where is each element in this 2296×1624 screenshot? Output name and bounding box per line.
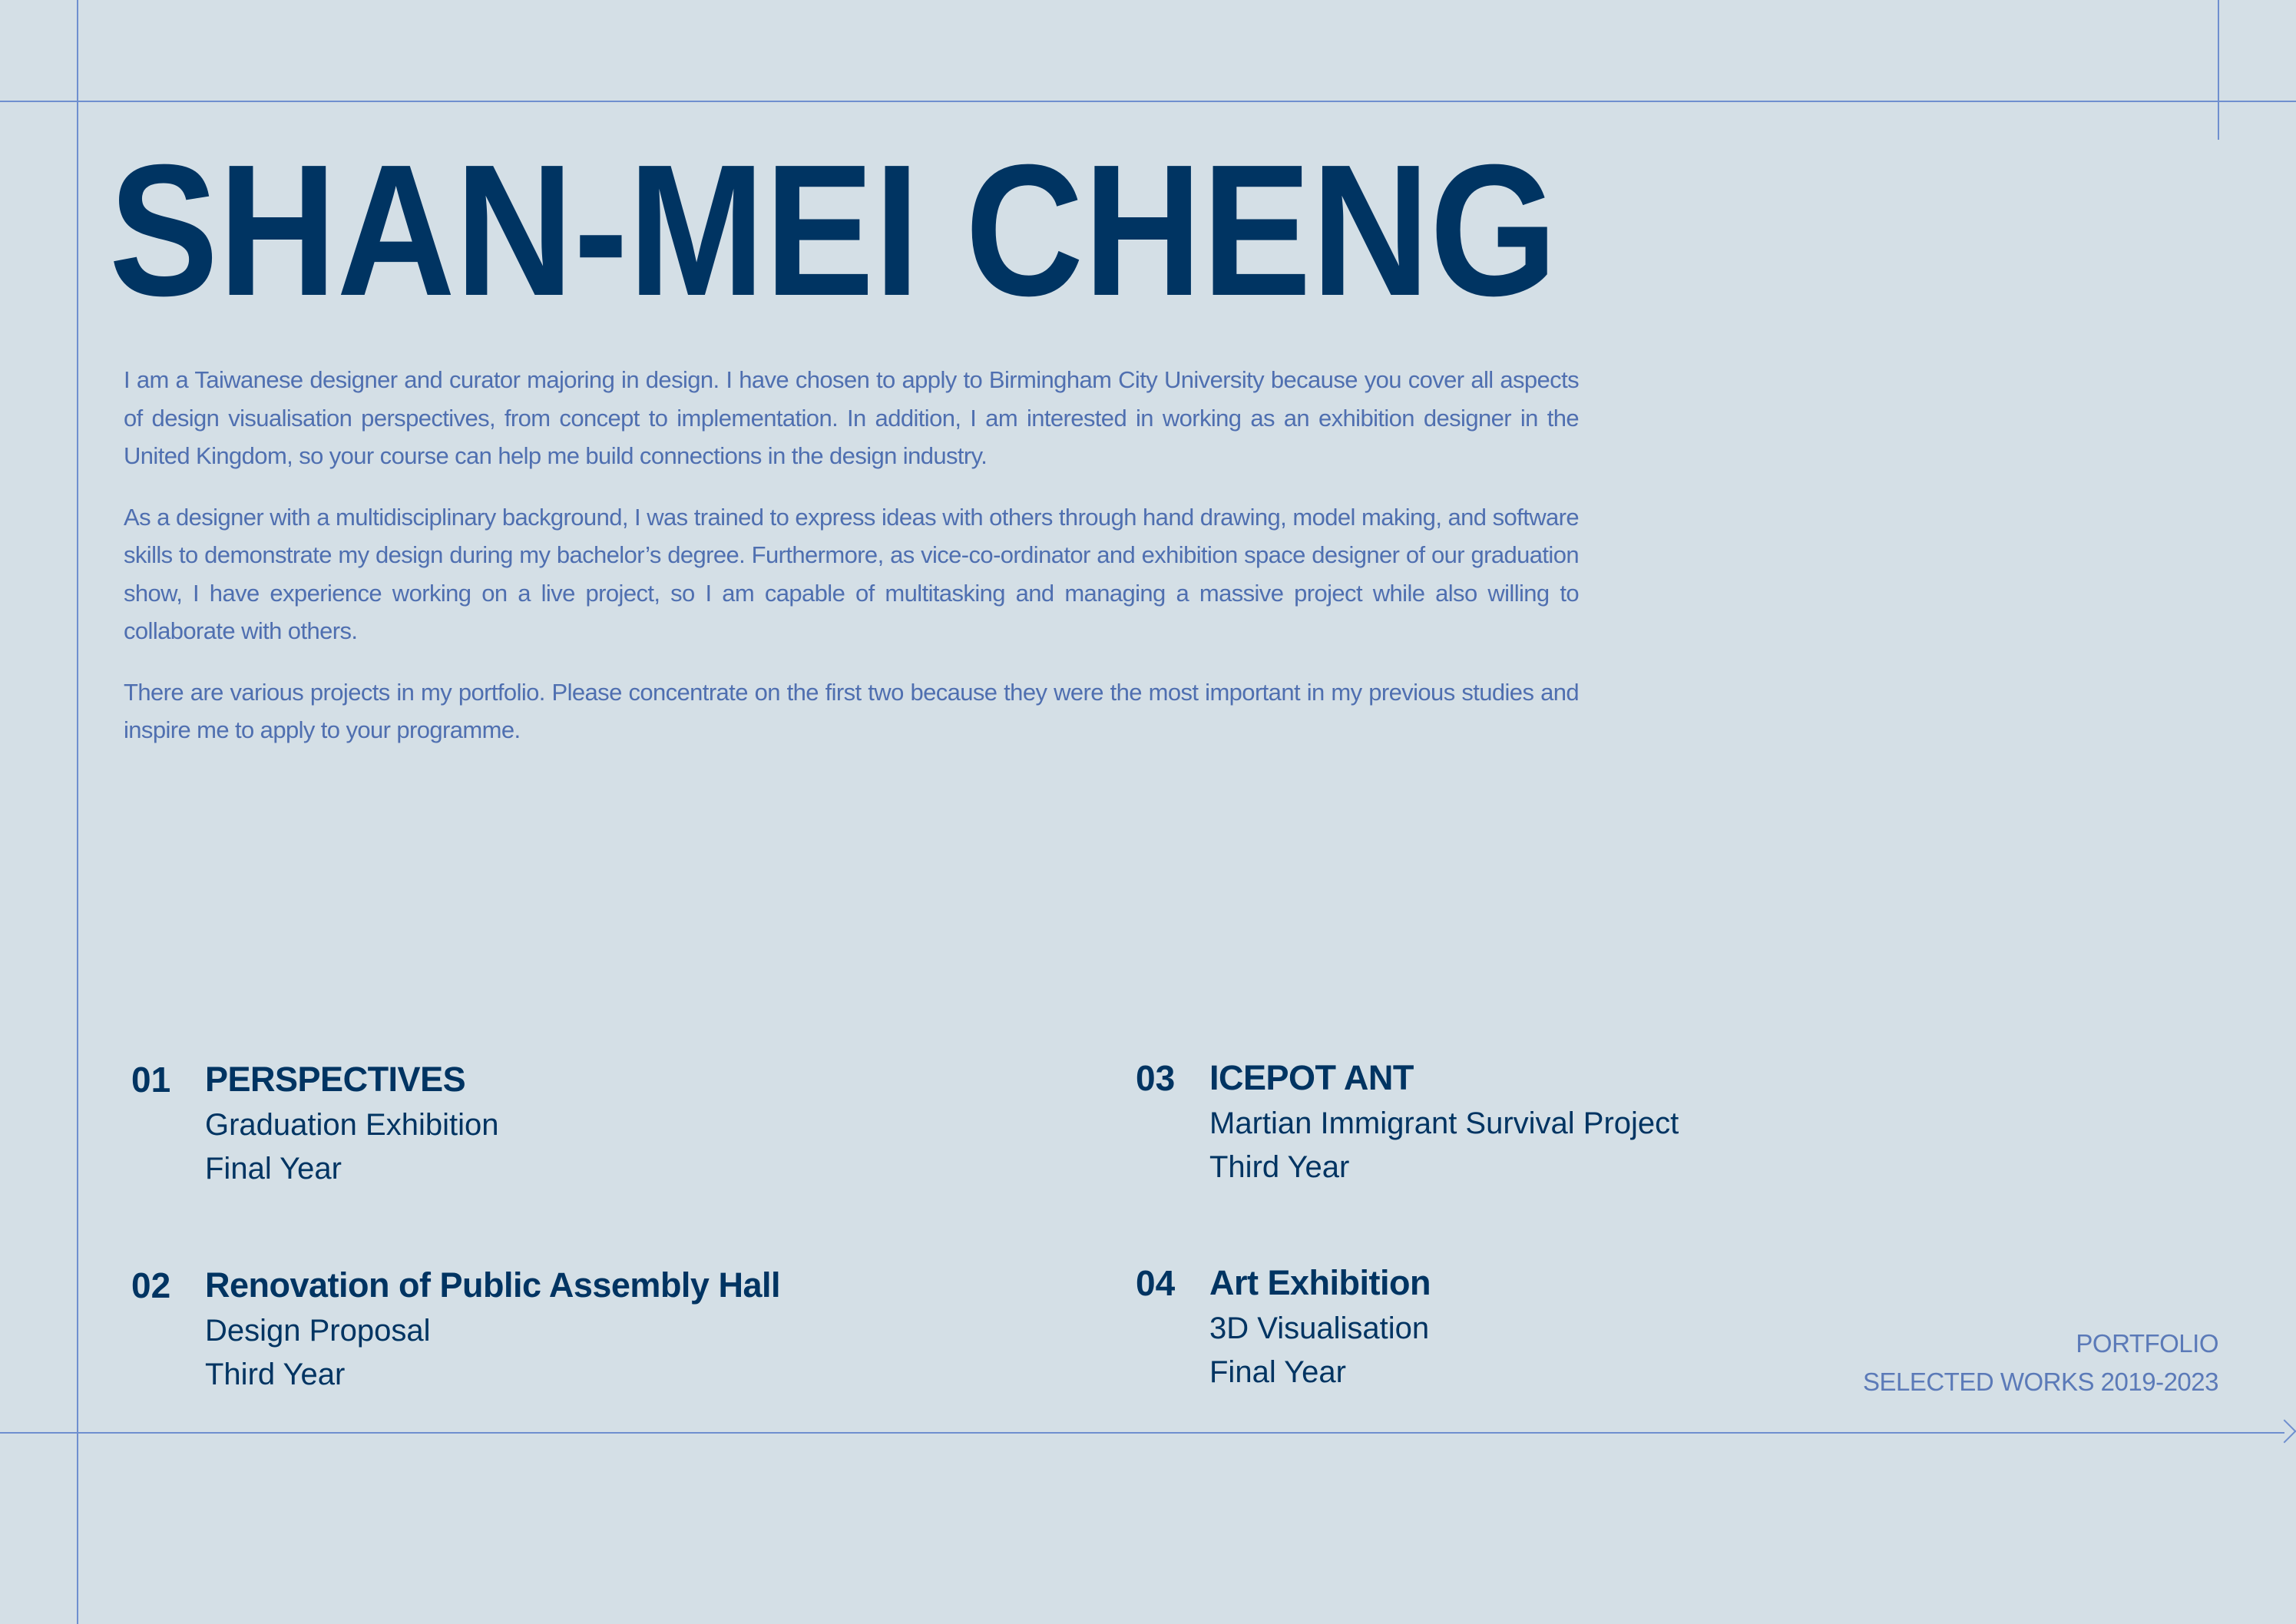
project-year: Final Year xyxy=(1209,1355,1346,1389)
intro-paragraph: There are various projects in my portfolio. Please concentrate on the first two because they were the most important in my previous studies and inspire me to apply to your programme. xyxy=(124,678,1579,743)
project-title: Renovation of Public Assembly Hall xyxy=(205,1265,780,1305)
project-subtitle: Design Proposal xyxy=(205,1314,431,1348)
top-guide-line xyxy=(0,101,2296,102)
left-guide-line xyxy=(77,0,78,1624)
project-subtitle: Martian Immigrant Survival Project xyxy=(1209,1106,1679,1140)
project-title: PERSPECTIVES xyxy=(205,1060,466,1099)
project-subtitle: 3D Visualisation xyxy=(1209,1311,1430,1345)
project-number: 04 xyxy=(1136,1263,1176,1303)
project-number: 02 xyxy=(131,1265,171,1305)
project-year: Final Year xyxy=(205,1152,342,1186)
page-title: SHAN-MEI CHENG xyxy=(109,125,1557,335)
project-number: 03 xyxy=(1136,1058,1176,1098)
project-subtitle: Graduation Exhibition xyxy=(205,1108,499,1142)
project-title: ICEPOT ANT xyxy=(1209,1058,1414,1097)
portfolio-caption xyxy=(1863,1325,2218,1401)
right-guide-line xyxy=(2218,0,2219,140)
project-number: 01 xyxy=(131,1060,171,1100)
intro-paragraph: As a designer with a multidisciplinary background, I was trained to express ideas with others through hand drawing, model making, and software skills to demonstrate my design during my bachelor’s degree. Furthermore, as vice-co-ordinator and exhibition space designer of our graduation show, I have experience working on a live project, so I am capable of multitasking and managing a massive project while also willing to collaborate with others. xyxy=(124,503,1579,644)
portfolio-subtitle: SELECTED WORKS 2019-2023 xyxy=(1862,1368,2218,1396)
project-title: Art Exhibition xyxy=(1209,1263,1431,1302)
portfolio-label: PORTFOLIO xyxy=(2076,1329,2218,1358)
project-year: Third Year xyxy=(205,1358,346,1391)
project-year: Third Year xyxy=(1209,1150,1350,1184)
intro-paragraph: I am a Taiwanese designer and curator majoring in design. I have chosen to apply to Birmingham City University because you cover all aspects of design visualisation perspectives, from concept to implementation. In addition, I am interested in working as an exhibition designer in the United Kingdom, so your course can help me build connections in the design industry. xyxy=(124,366,1579,469)
arrow-right-icon xyxy=(2272,1419,2296,1443)
intro-text xyxy=(124,361,1579,772)
bottom-guide-line xyxy=(0,1432,2284,1434)
